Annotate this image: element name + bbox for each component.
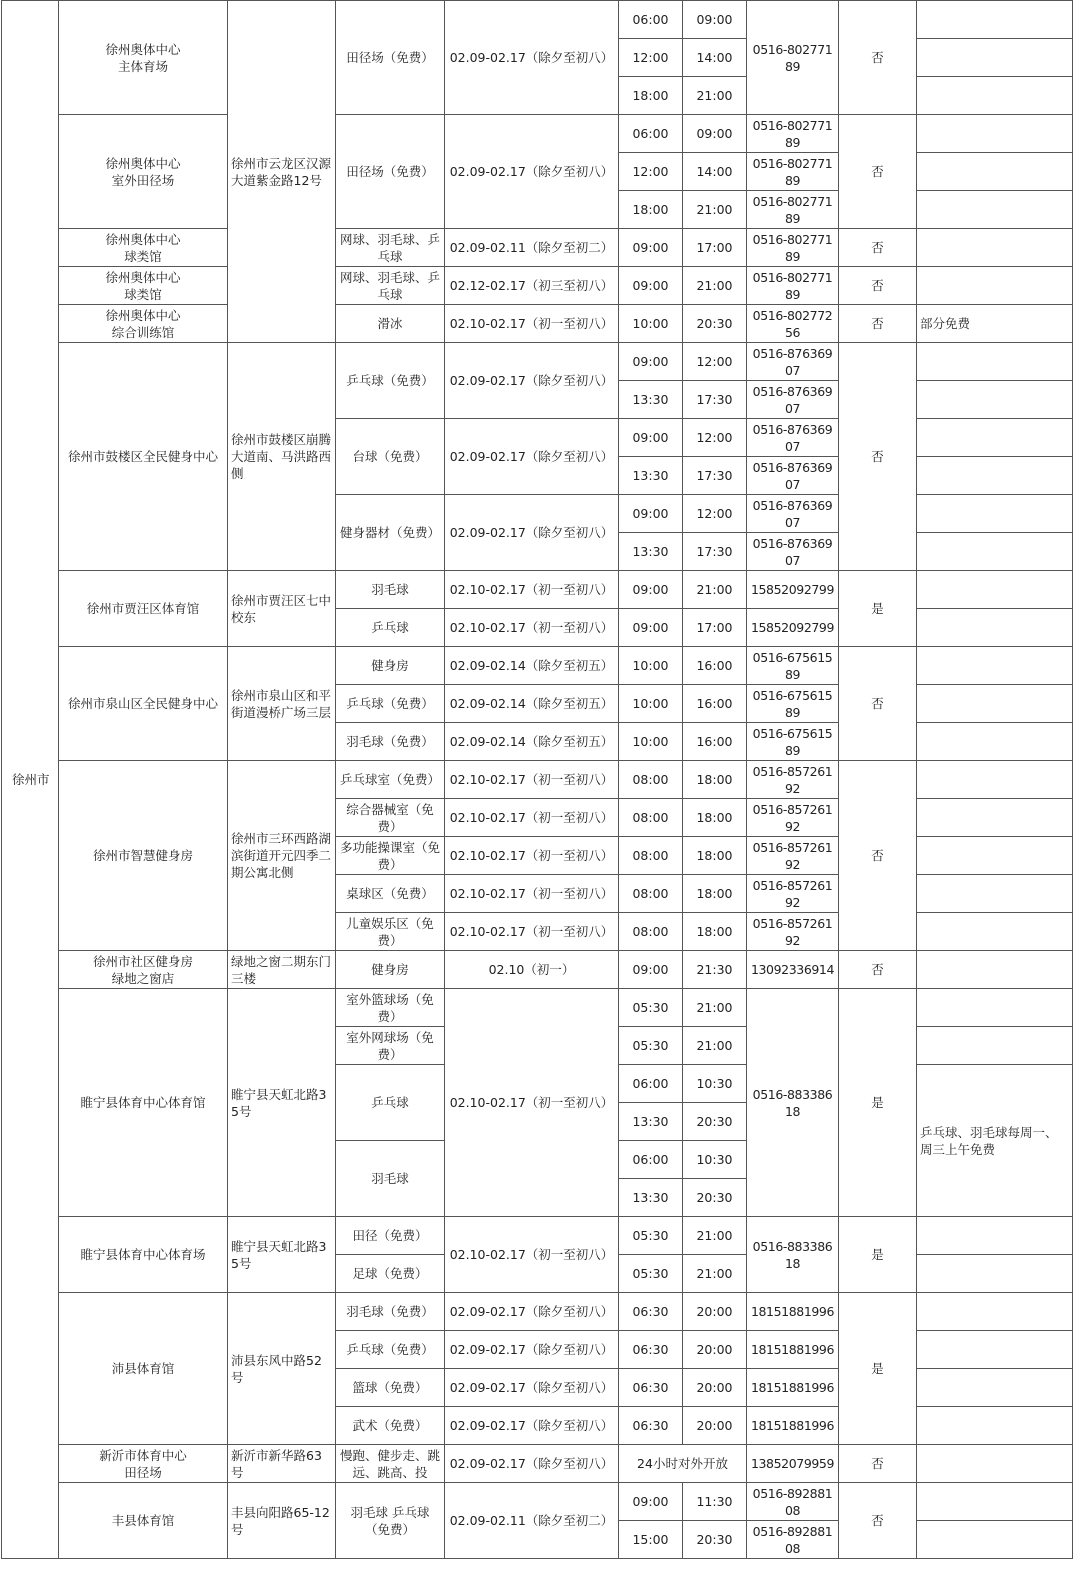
- phone-cell: 18151881996: [747, 1331, 839, 1369]
- item-cell: 羽毛球（免费）: [336, 1293, 445, 1331]
- item-cell: 田径（免费）: [336, 1217, 445, 1255]
- end-time-cell: 20:30: [683, 1179, 747, 1217]
- note-cell: [917, 533, 1073, 571]
- item-cell: 儿童娱乐区（免费）: [336, 913, 445, 951]
- date-cell: 02.09-02.17（除夕至初八）: [445, 115, 619, 229]
- end-time-cell: 20:30: [683, 1103, 747, 1141]
- address-cell: 沛县东风中路52号: [228, 1293, 336, 1445]
- end-time-cell: 14:00: [683, 153, 747, 191]
- venue-cell: 徐州奥体中心 球类馆: [59, 229, 228, 267]
- note-cell: [917, 39, 1073, 77]
- phone-cell: 13092336914: [747, 951, 839, 989]
- note-cell: [917, 457, 1073, 495]
- end-time-cell: 17:00: [683, 609, 747, 647]
- start-time-cell: 06:30: [619, 1293, 683, 1331]
- date-cell: 02.10（初一）: [445, 951, 619, 989]
- phone-cell: 13852079959: [747, 1445, 839, 1483]
- note-cell: [917, 1293, 1073, 1331]
- address-cell: 丰县向阳路65-12号: [228, 1483, 336, 1559]
- note-cell: 部分免费: [917, 305, 1073, 343]
- table-row: [2, 305, 1073, 343]
- start-time-cell: 05:30: [619, 1255, 683, 1293]
- start-time-cell: 08:00: [619, 799, 683, 837]
- item-cell: 健身房: [336, 951, 445, 989]
- end-time-cell: 12:00: [683, 419, 747, 457]
- start-time-cell: 06:00: [619, 1, 683, 39]
- item-cell: 乒乓球: [336, 1065, 445, 1141]
- start-time-cell: 13:30: [619, 1103, 683, 1141]
- note-cell: [917, 1483, 1073, 1521]
- venue-cell: 徐州市鼓楼区全民健身中心: [59, 343, 228, 571]
- note-cell: [917, 685, 1073, 723]
- phone-cell: 15852092799: [747, 609, 839, 647]
- end-time-cell: 16:00: [683, 685, 747, 723]
- item-cell: 网球、羽毛球、乒乓球: [336, 267, 445, 305]
- booking-cell: 否: [839, 1483, 917, 1559]
- item-cell: 滑冰: [336, 305, 445, 343]
- start-time-cell: 05:30: [619, 1217, 683, 1255]
- phone-cell: 0516-89288108: [747, 1483, 839, 1521]
- booking-cell: 否: [839, 115, 917, 229]
- end-time-cell: 20:00: [683, 1331, 747, 1369]
- item-cell: 台球（免费）: [336, 419, 445, 495]
- booking-cell: 否: [839, 647, 917, 761]
- item-cell: 室外篮球场（免费）: [336, 989, 445, 1027]
- start-time-cell: 13:30: [619, 533, 683, 571]
- start-time-cell: 05:30: [619, 989, 683, 1027]
- end-time-cell: 18:00: [683, 913, 747, 951]
- date-cell: 02.10-02.17（初一至初八）: [445, 799, 619, 837]
- end-time-cell: 20:30: [683, 305, 747, 343]
- start-time-cell: 08:00: [619, 875, 683, 913]
- date-cell: 02.09-02.17（除夕至初八）: [445, 1, 619, 115]
- phone-cell: 0516-87636907: [747, 381, 839, 419]
- address-cell: 睢宁县天虹北路35号: [228, 1217, 336, 1293]
- item-cell: 慢跑、健步走、跳远、跳高、投: [336, 1445, 445, 1483]
- note-cell: [917, 419, 1073, 457]
- phone-cell: 15852092799: [747, 571, 839, 609]
- table-row: [2, 1217, 1073, 1255]
- item-cell: 健身房: [336, 647, 445, 685]
- booking-cell: 否: [839, 1445, 917, 1483]
- end-time-cell: 21:30: [683, 951, 747, 989]
- address-cell: 新沂市新华路63号: [228, 1445, 336, 1483]
- end-time-cell: 18:00: [683, 799, 747, 837]
- date-cell: 02.10-02.17（初一至初八）: [445, 761, 619, 799]
- date-cell: 02.09-02.17（除夕至初八）: [445, 1293, 619, 1331]
- phone-cell: 0516-80277189: [747, 191, 839, 229]
- note-cell: [917, 343, 1073, 381]
- end-time-cell: 21:00: [683, 191, 747, 229]
- date-cell: 02.09-02.17（除夕至初八）: [445, 1445, 619, 1483]
- venue-cell: 徐州奥体中心 球类馆: [59, 267, 228, 305]
- end-time-cell: 20:00: [683, 1407, 747, 1445]
- booking-cell: 否: [839, 267, 917, 305]
- table-row: [2, 951, 1073, 989]
- phone-cell: 18151881996: [747, 1293, 839, 1331]
- address-cell: 徐州市云龙区汉源大道紫金路12号: [228, 1, 336, 343]
- note-cell: [917, 267, 1073, 305]
- end-time-cell: 21:00: [683, 77, 747, 115]
- note-cell: [917, 381, 1073, 419]
- end-time-cell: 21:00: [683, 1217, 747, 1255]
- end-time-cell: 21:00: [683, 1255, 747, 1293]
- phone-cell: 0516-87636907: [747, 533, 839, 571]
- start-time-cell: 13:30: [619, 1179, 683, 1217]
- end-time-cell: 20:00: [683, 1369, 747, 1407]
- booking-cell: 否: [839, 761, 917, 951]
- open-hours-cell: 24小时对外开放: [619, 1445, 747, 1483]
- note-cell: 乒乓球、羽毛球每周一、周三上午免费: [917, 1065, 1073, 1217]
- phone-cell: 0516-85726192: [747, 799, 839, 837]
- date-cell: 02.10-02.17（初一至初八）: [445, 609, 619, 647]
- venue-cell: 徐州市泉山区全民健身中心: [59, 647, 228, 761]
- start-time-cell: 06:30: [619, 1369, 683, 1407]
- phone-cell: 0516-67561589: [747, 647, 839, 685]
- item-cell: 田径场（免费）: [336, 115, 445, 229]
- item-cell: 篮球（免费）: [336, 1369, 445, 1407]
- booking-cell: 是: [839, 1293, 917, 1445]
- date-cell: 02.09-02.17（除夕至初八）: [445, 1407, 619, 1445]
- item-cell: 桌球区（免费）: [336, 875, 445, 913]
- note-cell: [917, 1407, 1073, 1445]
- venue-cell: 睢宁县体育中心体育场: [59, 1217, 228, 1293]
- booking-cell: 是: [839, 989, 917, 1217]
- start-time-cell: 15:00: [619, 1521, 683, 1559]
- address-cell: 徐州市泉山区和平街道漫桥广场三层: [228, 647, 336, 761]
- venue-cell: 徐州奥体中心 室外田径场: [59, 115, 228, 229]
- venue-cell: 徐州奥体中心 主体育场: [59, 1, 228, 115]
- end-time-cell: 18:00: [683, 761, 747, 799]
- item-cell: 武术（免费）: [336, 1407, 445, 1445]
- end-time-cell: 21:00: [683, 267, 747, 305]
- end-time-cell: 12:00: [683, 495, 747, 533]
- start-time-cell: 18:00: [619, 191, 683, 229]
- city-cell: 徐州市: [2, 1, 59, 1559]
- end-time-cell: 21:00: [683, 571, 747, 609]
- start-time-cell: 09:00: [619, 1483, 683, 1521]
- note-cell: [917, 951, 1073, 989]
- item-cell: 羽毛球: [336, 1141, 445, 1217]
- start-time-cell: 08:00: [619, 913, 683, 951]
- date-cell: 02.10-02.17（初一至初八）: [445, 837, 619, 875]
- end-time-cell: 17:00: [683, 229, 747, 267]
- address-cell: 睢宁县天虹北路35号: [228, 989, 336, 1217]
- note-cell: [917, 229, 1073, 267]
- start-time-cell: 12:00: [619, 39, 683, 77]
- venue-cell: 徐州市贾汪区体育馆: [59, 571, 228, 647]
- date-cell: 02.10-02.17（初一至初八）: [445, 989, 619, 1217]
- date-cell: 02.09-02.17（除夕至初八）: [445, 495, 619, 571]
- start-time-cell: 10:00: [619, 647, 683, 685]
- booking-cell: 否: [839, 305, 917, 343]
- booking-cell: 是: [839, 571, 917, 647]
- item-cell: 乒乓球: [336, 609, 445, 647]
- item-cell: 乒乓球（免费）: [336, 1331, 445, 1369]
- venue-cell: 徐州奥体中心 综合训练馆: [59, 305, 228, 343]
- end-time-cell: 11:30: [683, 1483, 747, 1521]
- note-cell: [917, 837, 1073, 875]
- note-cell: [917, 1521, 1073, 1559]
- end-time-cell: 17:30: [683, 533, 747, 571]
- phone-cell: 0516-87636907: [747, 419, 839, 457]
- note-cell: [917, 191, 1073, 229]
- phone-cell: 0516-80277189: [747, 267, 839, 305]
- note-cell: [917, 153, 1073, 191]
- start-time-cell: 09:00: [619, 229, 683, 267]
- start-time-cell: 08:00: [619, 761, 683, 799]
- booking-cell: 否: [839, 343, 917, 571]
- end-time-cell: 17:30: [683, 381, 747, 419]
- end-time-cell: 20:30: [683, 1521, 747, 1559]
- note-cell: [917, 1369, 1073, 1407]
- date-cell: 02.10-02.17（初一至初八）: [445, 875, 619, 913]
- start-time-cell: 06:00: [619, 115, 683, 153]
- end-time-cell: 16:00: [683, 647, 747, 685]
- table-row: [2, 1, 1073, 39]
- end-time-cell: 09:00: [683, 115, 747, 153]
- note-cell: [917, 1331, 1073, 1369]
- end-time-cell: 17:30: [683, 457, 747, 495]
- item-cell: 羽毛球（免费）: [336, 723, 445, 761]
- note-cell: [917, 115, 1073, 153]
- note-cell: [917, 913, 1073, 951]
- item-cell: 乒乓球（免费）: [336, 685, 445, 723]
- note-cell: [917, 723, 1073, 761]
- phone-cell: 18151881996: [747, 1369, 839, 1407]
- item-cell: 羽毛球 乒乓球（免费）: [336, 1483, 445, 1559]
- phone-cell: 0516-80277189: [747, 229, 839, 267]
- phone-cell: 18151881996: [747, 1407, 839, 1445]
- start-time-cell: 08:00: [619, 837, 683, 875]
- end-time-cell: 16:00: [683, 723, 747, 761]
- note-cell: [917, 571, 1073, 609]
- item-cell: 羽毛球: [336, 571, 445, 609]
- phone-cell: 0516-88338618: [747, 989, 839, 1217]
- item-cell: 乒乓球室（免费）: [336, 761, 445, 799]
- item-cell: 乒乓球（免费）: [336, 343, 445, 419]
- note-cell: [917, 989, 1073, 1027]
- date-cell: 02.10-02.17（初一至初八）: [445, 571, 619, 609]
- end-time-cell: 21:00: [683, 989, 747, 1027]
- note-cell: [917, 647, 1073, 685]
- start-time-cell: 09:00: [619, 419, 683, 457]
- start-time-cell: 10:00: [619, 685, 683, 723]
- venue-cell: 徐州市社区健身房 绿地之窗店: [59, 951, 228, 989]
- item-cell: 室外网球场（免费）: [336, 1027, 445, 1065]
- end-time-cell: 10:30: [683, 1065, 747, 1103]
- phone-cell: 0516-85726192: [747, 913, 839, 951]
- phone-cell: 0516-87636907: [747, 495, 839, 533]
- note-cell: [917, 609, 1073, 647]
- address-cell: 徐州市鼓楼区崩腾大道南、马洪路西侧: [228, 343, 336, 571]
- end-time-cell: 18:00: [683, 837, 747, 875]
- booking-cell: 否: [839, 951, 917, 989]
- phone-cell: 0516-80277189: [747, 153, 839, 191]
- start-time-cell: 18:00: [619, 77, 683, 115]
- note-cell: [917, 1217, 1073, 1255]
- date-cell: 02.10-02.17（初一至初八）: [445, 1217, 619, 1293]
- venue-cell: 新沂市体育中心 田径场: [59, 1445, 228, 1483]
- note-cell: [917, 77, 1073, 115]
- date-cell: 02.09-02.14（除夕至初五）: [445, 647, 619, 685]
- phone-cell: 0516-87636907: [747, 343, 839, 381]
- start-time-cell: 05:30: [619, 1027, 683, 1065]
- item-cell: 综合器械室（免费）: [336, 799, 445, 837]
- phone-cell: 0516-67561589: [747, 723, 839, 761]
- table-row: [2, 1293, 1073, 1331]
- venue-cell: 沛县体育馆: [59, 1293, 228, 1445]
- venue-cell: 徐州市智慧健身房: [59, 761, 228, 951]
- phone-cell: 0516-80277256: [747, 305, 839, 343]
- start-time-cell: 09:00: [619, 609, 683, 647]
- table-row: [2, 115, 1073, 153]
- note-cell: [917, 1255, 1073, 1293]
- date-cell: 02.09-02.14（除夕至初五）: [445, 723, 619, 761]
- end-time-cell: 14:00: [683, 39, 747, 77]
- item-cell: 网球、羽毛球、乒乓球: [336, 229, 445, 267]
- note-cell: [917, 1, 1073, 39]
- end-time-cell: 12:00: [683, 343, 747, 381]
- date-cell: 02.12-02.17（初三至初八）: [445, 267, 619, 305]
- phone-cell: 0516-80277189: [747, 115, 839, 153]
- booking-cell: 否: [839, 229, 917, 267]
- end-time-cell: 09:00: [683, 1, 747, 39]
- date-cell: 02.09-02.14（除夕至初五）: [445, 685, 619, 723]
- start-time-cell: 10:00: [619, 723, 683, 761]
- booking-cell: 否: [839, 1, 917, 115]
- note-cell: [917, 1445, 1073, 1483]
- note-cell: [917, 799, 1073, 837]
- item-cell: 足球（免费）: [336, 1255, 445, 1293]
- table-row: [2, 229, 1073, 267]
- item-cell: 多功能操课室（免费）: [336, 837, 445, 875]
- start-time-cell: 06:30: [619, 1407, 683, 1445]
- table-row: [2, 343, 1073, 381]
- table-row: [2, 1445, 1073, 1483]
- table-row: [2, 761, 1073, 799]
- venue-schedule-table: [1, 0, 1073, 1559]
- phone-cell: 0516-89288108: [747, 1521, 839, 1559]
- date-cell: 02.09-02.17（除夕至初八）: [445, 419, 619, 495]
- venue-cell: 睢宁县体育中心体育馆: [59, 989, 228, 1217]
- date-cell: 02.10-02.17（初一至初八）: [445, 913, 619, 951]
- date-cell: 02.10-02.17（初一至初八）: [445, 305, 619, 343]
- booking-cell: 是: [839, 1217, 917, 1293]
- start-time-cell: 06:30: [619, 1331, 683, 1369]
- note-cell: [917, 495, 1073, 533]
- table-row: [2, 267, 1073, 305]
- start-time-cell: 10:00: [619, 305, 683, 343]
- table-row: [2, 1483, 1073, 1521]
- address-cell: 绿地之窗二期东门三楼: [228, 951, 336, 989]
- start-time-cell: 13:30: [619, 381, 683, 419]
- phone-cell: 0516-85726192: [747, 761, 839, 799]
- phone-cell: 0516-80277189: [747, 1, 839, 115]
- note-cell: [917, 1027, 1073, 1065]
- table-row: [2, 989, 1073, 1027]
- start-time-cell: 09:00: [619, 951, 683, 989]
- start-time-cell: 13:30: [619, 457, 683, 495]
- table-row: [2, 571, 1073, 609]
- phone-cell: 0516-67561589: [747, 685, 839, 723]
- address-cell: 徐州市贾汪区七中校东: [228, 571, 336, 647]
- date-cell: 02.09-02.11（除夕至初二）: [445, 229, 619, 267]
- start-time-cell: 06:00: [619, 1141, 683, 1179]
- phone-cell: 0516-88338618: [747, 1217, 839, 1293]
- start-time-cell: 09:00: [619, 267, 683, 305]
- phone-cell: 0516-87636907: [747, 457, 839, 495]
- end-time-cell: 10:30: [683, 1141, 747, 1179]
- item-cell: 健身器材（免费）: [336, 495, 445, 571]
- venue-cell: 丰县体育馆: [59, 1483, 228, 1559]
- phone-cell: 0516-85726192: [747, 837, 839, 875]
- start-time-cell: 09:00: [619, 343, 683, 381]
- table-row: [2, 647, 1073, 685]
- start-time-cell: 06:00: [619, 1065, 683, 1103]
- end-time-cell: 20:00: [683, 1293, 747, 1331]
- date-cell: 02.09-02.17（除夕至初八）: [445, 343, 619, 419]
- start-time-cell: 12:00: [619, 153, 683, 191]
- phone-cell: 0516-85726192: [747, 875, 839, 913]
- end-time-cell: 18:00: [683, 875, 747, 913]
- date-cell: 02.09-02.17（除夕至初八）: [445, 1331, 619, 1369]
- address-cell: 徐州市三环西路湖滨街道开元四季二期公寓北侧: [228, 761, 336, 951]
- start-time-cell: 09:00: [619, 571, 683, 609]
- note-cell: [917, 761, 1073, 799]
- date-cell: 02.09-02.17（除夕至初八）: [445, 1369, 619, 1407]
- note-cell: [917, 875, 1073, 913]
- date-cell: 02.09-02.11（除夕至初二）: [445, 1483, 619, 1559]
- end-time-cell: 21:00: [683, 1027, 747, 1065]
- start-time-cell: 09:00: [619, 495, 683, 533]
- item-cell: 田径场（免费）: [336, 1, 445, 115]
